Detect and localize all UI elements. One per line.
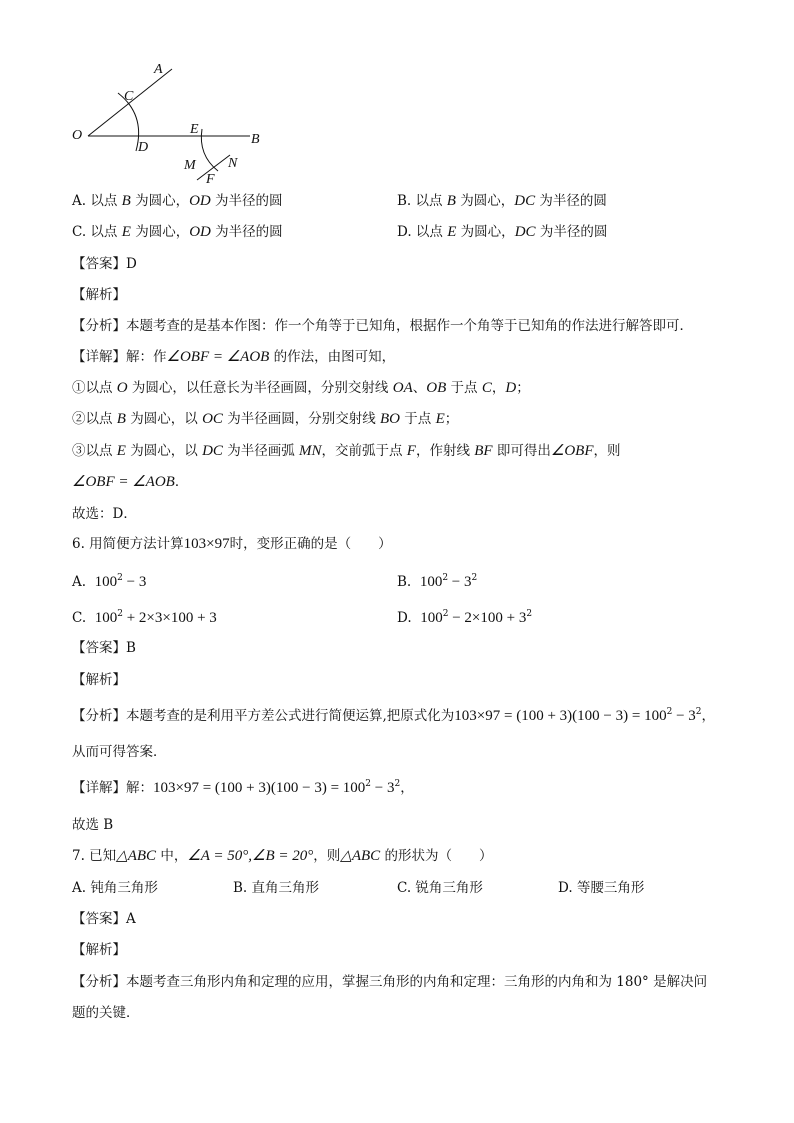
label-c: C xyxy=(124,89,134,104)
q7-fenxi-2: 题的关键． xyxy=(72,1005,140,1021)
q7-option-d: D. 等腰三角形 xyxy=(558,880,645,896)
q7-fenxi: 【分析】本题考查三角形内角和定理的应用，掌握三角形的内角和定理：三角形的内角和为 180° 是解决问 xyxy=(72,974,708,990)
arc-e xyxy=(201,129,218,171)
q7-answer: 【答案】A xyxy=(72,911,136,927)
q5-step3b: ∠OBF = ∠AOB． xyxy=(72,474,189,490)
q5-option-b: B. 以点 B 为圆心，DC 为半径的圆 xyxy=(397,193,607,209)
label-n: N xyxy=(228,156,238,171)
label-a: A xyxy=(154,62,163,77)
label-m: M xyxy=(184,158,196,173)
q7-option-a: A. 钝角三角形 xyxy=(72,880,158,896)
q5-jiexi: 【解析】 xyxy=(72,287,126,303)
q6-answer: 【答案】B xyxy=(72,640,136,656)
q7-stem: 7. 已知△ABC 中，∠A = 50°,∠B = 20°，则△ABC 的形状为（ ） xyxy=(72,848,493,864)
q5-answer: 【答案】D xyxy=(72,256,137,272)
q6-option-c: C. $100^2 + 2\times 3\times 100 + 3$ xyxy=(72,609,217,626)
q7-option-b: B. 直角三角形 xyxy=(233,880,320,896)
q5-option-d: D. 以点 E 为圆心，DC 为半径的圆 xyxy=(397,224,608,240)
q5-xiangjie: 【详解】解：作∠OBF = ∠AOB 的作法，由图可知， xyxy=(72,349,396,365)
q5-step3: ③以点 E 为圆心，以 DC 为半径画弧 MN，交前弧于点 F，作射线 BF 即可得出∠OBF，则 xyxy=(72,443,621,459)
q5-step2: ②以点 B 为圆心，以 OC 为半径画圆，分别交射线 BO 于点 E； xyxy=(72,411,459,427)
q6-fenxi: 【分析】本题考查的是利用平方差公式进行简便运算,把原式化为$103\times 97 = (100 + 3)(100 - 3) = 100^2 - 3^2$， xyxy=(72,707,716,724)
label-b: B xyxy=(251,132,260,147)
q5-fenxi: 【分析】本题考查的是基本作图：作一个角等于已知角，根据作一个角等于已知角的作法进行解答即可． xyxy=(72,318,693,334)
q6-option-b: B. $100^2 - 3^2$ xyxy=(397,573,478,590)
q7-jiexi: 【解析】 xyxy=(72,942,126,958)
q5-conclusion: 故选：D． xyxy=(72,506,137,522)
q6-jiexi: 【解析】 xyxy=(72,672,126,688)
q6-option-d: D. $100^2 - 2\times 100 + 3^2$ xyxy=(397,609,533,626)
label-f: F xyxy=(206,172,215,187)
construction-figure xyxy=(60,55,290,190)
label-e: E xyxy=(190,122,199,137)
q6-conclusion: 故选 B xyxy=(72,817,114,833)
q6-xiangjie: 【详解】解：$103\times 97 = (100 + 3)(100 - 3) = 100^2 - 3^2$， xyxy=(72,779,414,796)
q7-option-c: C. 锐角三角形 xyxy=(397,880,483,896)
q5-option-c: C. 以点 E 为圆心，OD 为半径的圆 xyxy=(72,224,283,240)
label-o: O xyxy=(72,128,83,143)
q5-step1: ①以点 O 为圆心，以任意长为半径画圆，分别交射线 OA、OB 于点 C，D； xyxy=(72,380,530,396)
q6-option-a: A. $100^2 - 3$ xyxy=(72,573,147,590)
q5-option-a: A. 以点 B 为圆心，OD 为半径的圆 xyxy=(72,193,283,209)
q6-stem: 6. 用简便方法计算103×97时，变形正确的是（ ） xyxy=(72,536,392,552)
label-d: D xyxy=(138,140,149,155)
q6-fenxi-2: 从而可得答案． xyxy=(72,744,167,760)
